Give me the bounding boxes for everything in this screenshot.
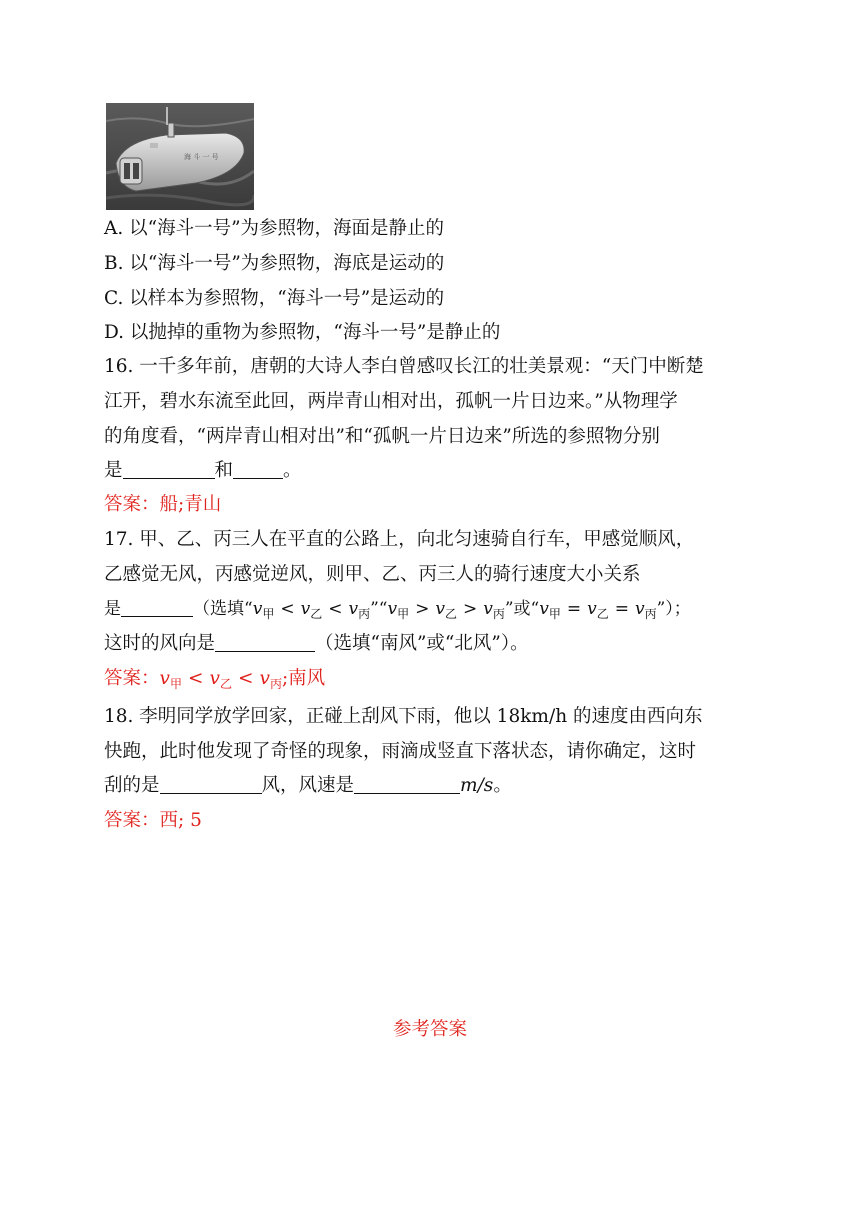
q17-line-3: 是 （选填“$v_甲 < v_乙$ < $v_丙”“v_甲 > v_乙 > v_丙$”或“$v_甲 = v_乙$ = $v_丙$”）； [104,593,691,630]
q15-option-c: C. 以样本为参照物，“海斗一号”是运动的 [104,288,445,309]
q16-line-4-prefix: 是 [104,460,123,481]
q17-blank-2[interactable] [215,631,315,652]
q16-line-2: 江开，碧水东流至此回，两岸青山相对出，孤帆一片日边来。”从物理学 [104,391,678,412]
q17-select-open: （选填“ [193,599,253,619]
submersible-photo [106,103,254,210]
q18-line-3-end: 。 [493,775,512,796]
q18-unit: m/s [460,775,494,796]
q17-line-3-prefix: 是 [104,599,121,619]
q18-line-2: 快跑，此时他发现了奇怪的现象，雨滴成竖直下落状态，请你确定，这时 [104,741,697,762]
q18-line-1: 18. 李明同学放学回家，正碰上刮风下雨，他以 18km/h 的速度由西向东 [104,706,703,727]
q17-line-4 [104,628,529,660]
q17-expr-eq: $v_甲 = v_乙 = v_丙$ [539,599,657,621]
q15-option-a: A. 以“海斗一号”为参照物，海面是静止的 [104,218,445,239]
q17-line-4-prefix: 这时的风向是 [104,633,216,654]
q15-option-d: D. 以抛掉的重物为参照物，“海斗一号”是静止的 [104,322,501,343]
q18-blank-1[interactable] [160,773,262,794]
q17-line-4-end: （选填“南风”或“北风”）。 [315,633,529,654]
q18-blank-2[interactable] [354,773,460,794]
q17-expr-gt: $v_甲 > v_乙 > v_丙$ [387,599,505,621]
q17-line-2: 乙感觉无风，丙感觉逆风，则甲、乙、丙三人的骑行速度大小关系 [104,564,641,585]
q16-line-1: 16. 一千多年前，唐朝的大诗人李白曾感叹长江的壮美景观：“天门中断楚 [104,356,704,377]
q16-blank-2[interactable] [233,458,283,479]
q16-blank-1[interactable] [123,458,215,479]
q18-answer: 答案：西; 5 [104,810,202,831]
svg-text:海 斗 一 号: 海 斗 一 号 [184,153,219,161]
q18-line-3-prefix: 刮的是 [104,775,160,796]
q16-line-3: 的角度看，“两岸青山相对出”和“孤帆一片日边来”所选的参照物分别 [104,426,660,447]
q16-line-4-end: 。 [283,460,302,481]
q16-line-4 [104,455,302,487]
q17-answer: 答案：$v_甲 < v_乙 < v_丙$;南风 [104,668,326,691]
q16-answer: 答案：船;青山 [104,494,222,515]
q18-line-3 [104,770,512,802]
q17-expr-lt: $v_甲 < v_乙 < v_丙$ [252,599,371,621]
q17-line-1: 17. 甲、乙、丙三人在平直的公路上，向北匀速骑自行车，甲感觉顺风， [104,529,695,550]
q15-option-b: B. 以“海斗一号”为参照物，海底是运动的 [104,253,445,274]
q18-line-3-mid: 风，风速是 [261,775,355,796]
reference-answers-title: 参考答案 [392,1019,467,1040]
q17-blank-1[interactable] [121,596,193,617]
q16-line-4-mid: 和 [214,460,234,481]
